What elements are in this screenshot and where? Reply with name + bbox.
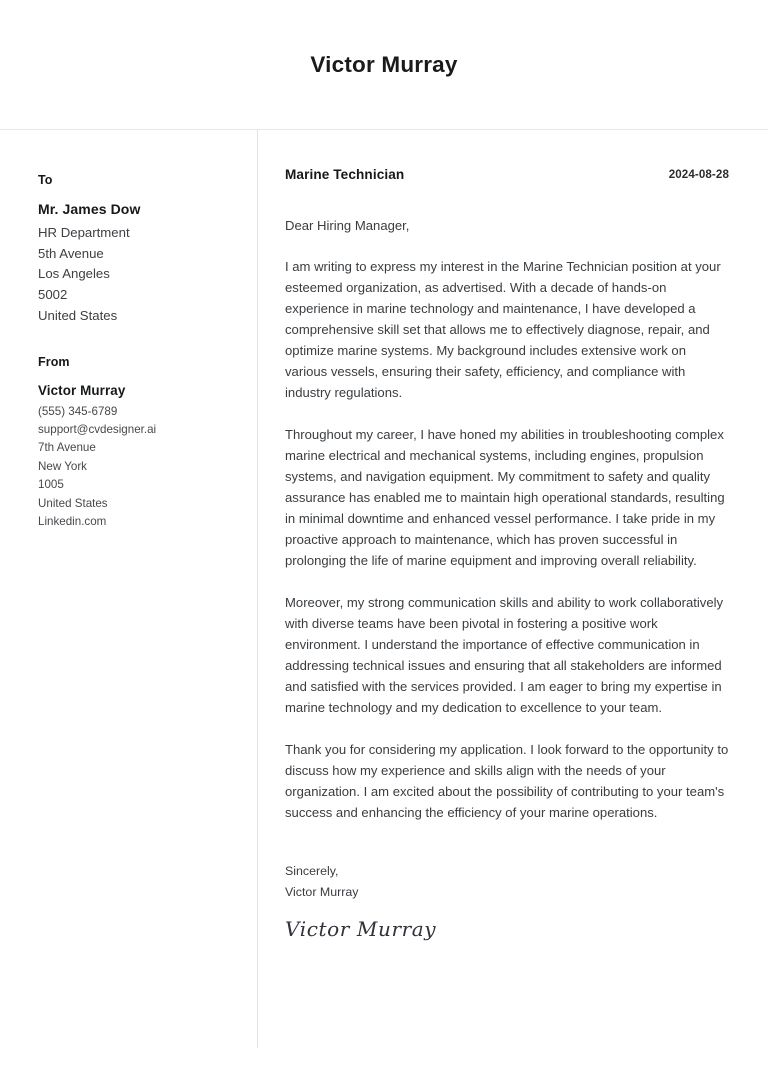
from-block [38,355,237,532]
recipient-detail: 5002 [38,287,68,303]
letter-paragraph: I am writing to express my interest in the Marine Technician position at your esteemed organization, as advertised. With a decade of hands-on experience in marine technology and maintenance, I have developed a comprehensive skill set that allows me to effectively diagnose, repair, and optimize marine systems. My background includes extensive work on various vessels, ensuring their safety, efficiency, and compliance with industry regulations. [285,259,721,400]
to-heading: To [38,173,53,187]
to-block [38,173,237,327]
letter-date: 2024-08-28 [668,168,729,181]
letter-body [257,129,768,1078]
letter-topline [285,167,729,187]
sender-name: Victor Murray [38,382,126,398]
sender-phone: (555) 345-6789 [38,404,118,418]
recipient-detail: 5th Avenue [38,245,104,261]
salutation: Dear Hiring Manager, [285,218,410,233]
sender-link: Linkedin.com [38,514,107,528]
page-title: Victor Murray [310,52,458,77]
recipient-detail: HR Department [38,225,130,240]
letter-paragraph: Moreover, my strong communication skills and ability to work collaboratively with diverse teams have been pivotal in fostering a positive work environment. I understand the importance of effective communication in addressing technical issues and ensuring that all stakeholders are informed and satisfied with the services provided. I am eager to bring my expertise in marine technology and my dedication to excellence to your team. [285,595,724,715]
job-title: Marine Technician [285,167,405,182]
signature-image: Victor Murray [285,917,437,941]
valediction: Sincerely, [285,864,339,878]
letter-paragraph: Throughout my career, I have honed my abilities in troubleshooting complex marine electrical and mechanical systems, including engines, propulsion systems, and navigation equipment. My commitment to safety and quality assurance has enabled me to maintain high operational standards, resulting in minimal downtime and enhanced vessel performance. I take pride in my proactive approach to maintenance, which has proven successful in prolonging the life of marine equipment and improving overall reliability. [285,427,725,568]
sender-detail: 1005 [38,478,64,492]
closing-block [285,861,729,939]
sidebar [0,129,257,1078]
letter-paragraph: Thank you for considering my application. I look forward to the opportunity to discuss how my experience and skills align with the needs of your organization. I am excited about the possibility of contributing to your team's success and enhancing the efficiency of your marine operations. [285,742,729,820]
signer-name: Victor Murray [285,885,359,899]
sender-detail: New York [38,459,87,473]
document-header [0,0,768,129]
sender-detail: United States [38,496,108,510]
recipient-name: Mr. James Dow [38,201,141,217]
sender-detail: 7th Avenue [38,441,96,455]
sender-email: support@cvdesigner.ai [38,422,157,436]
from-heading: From [38,354,70,369]
recipient-detail: Los Angeles [38,266,110,282]
recipient-detail: United States [38,307,118,323]
